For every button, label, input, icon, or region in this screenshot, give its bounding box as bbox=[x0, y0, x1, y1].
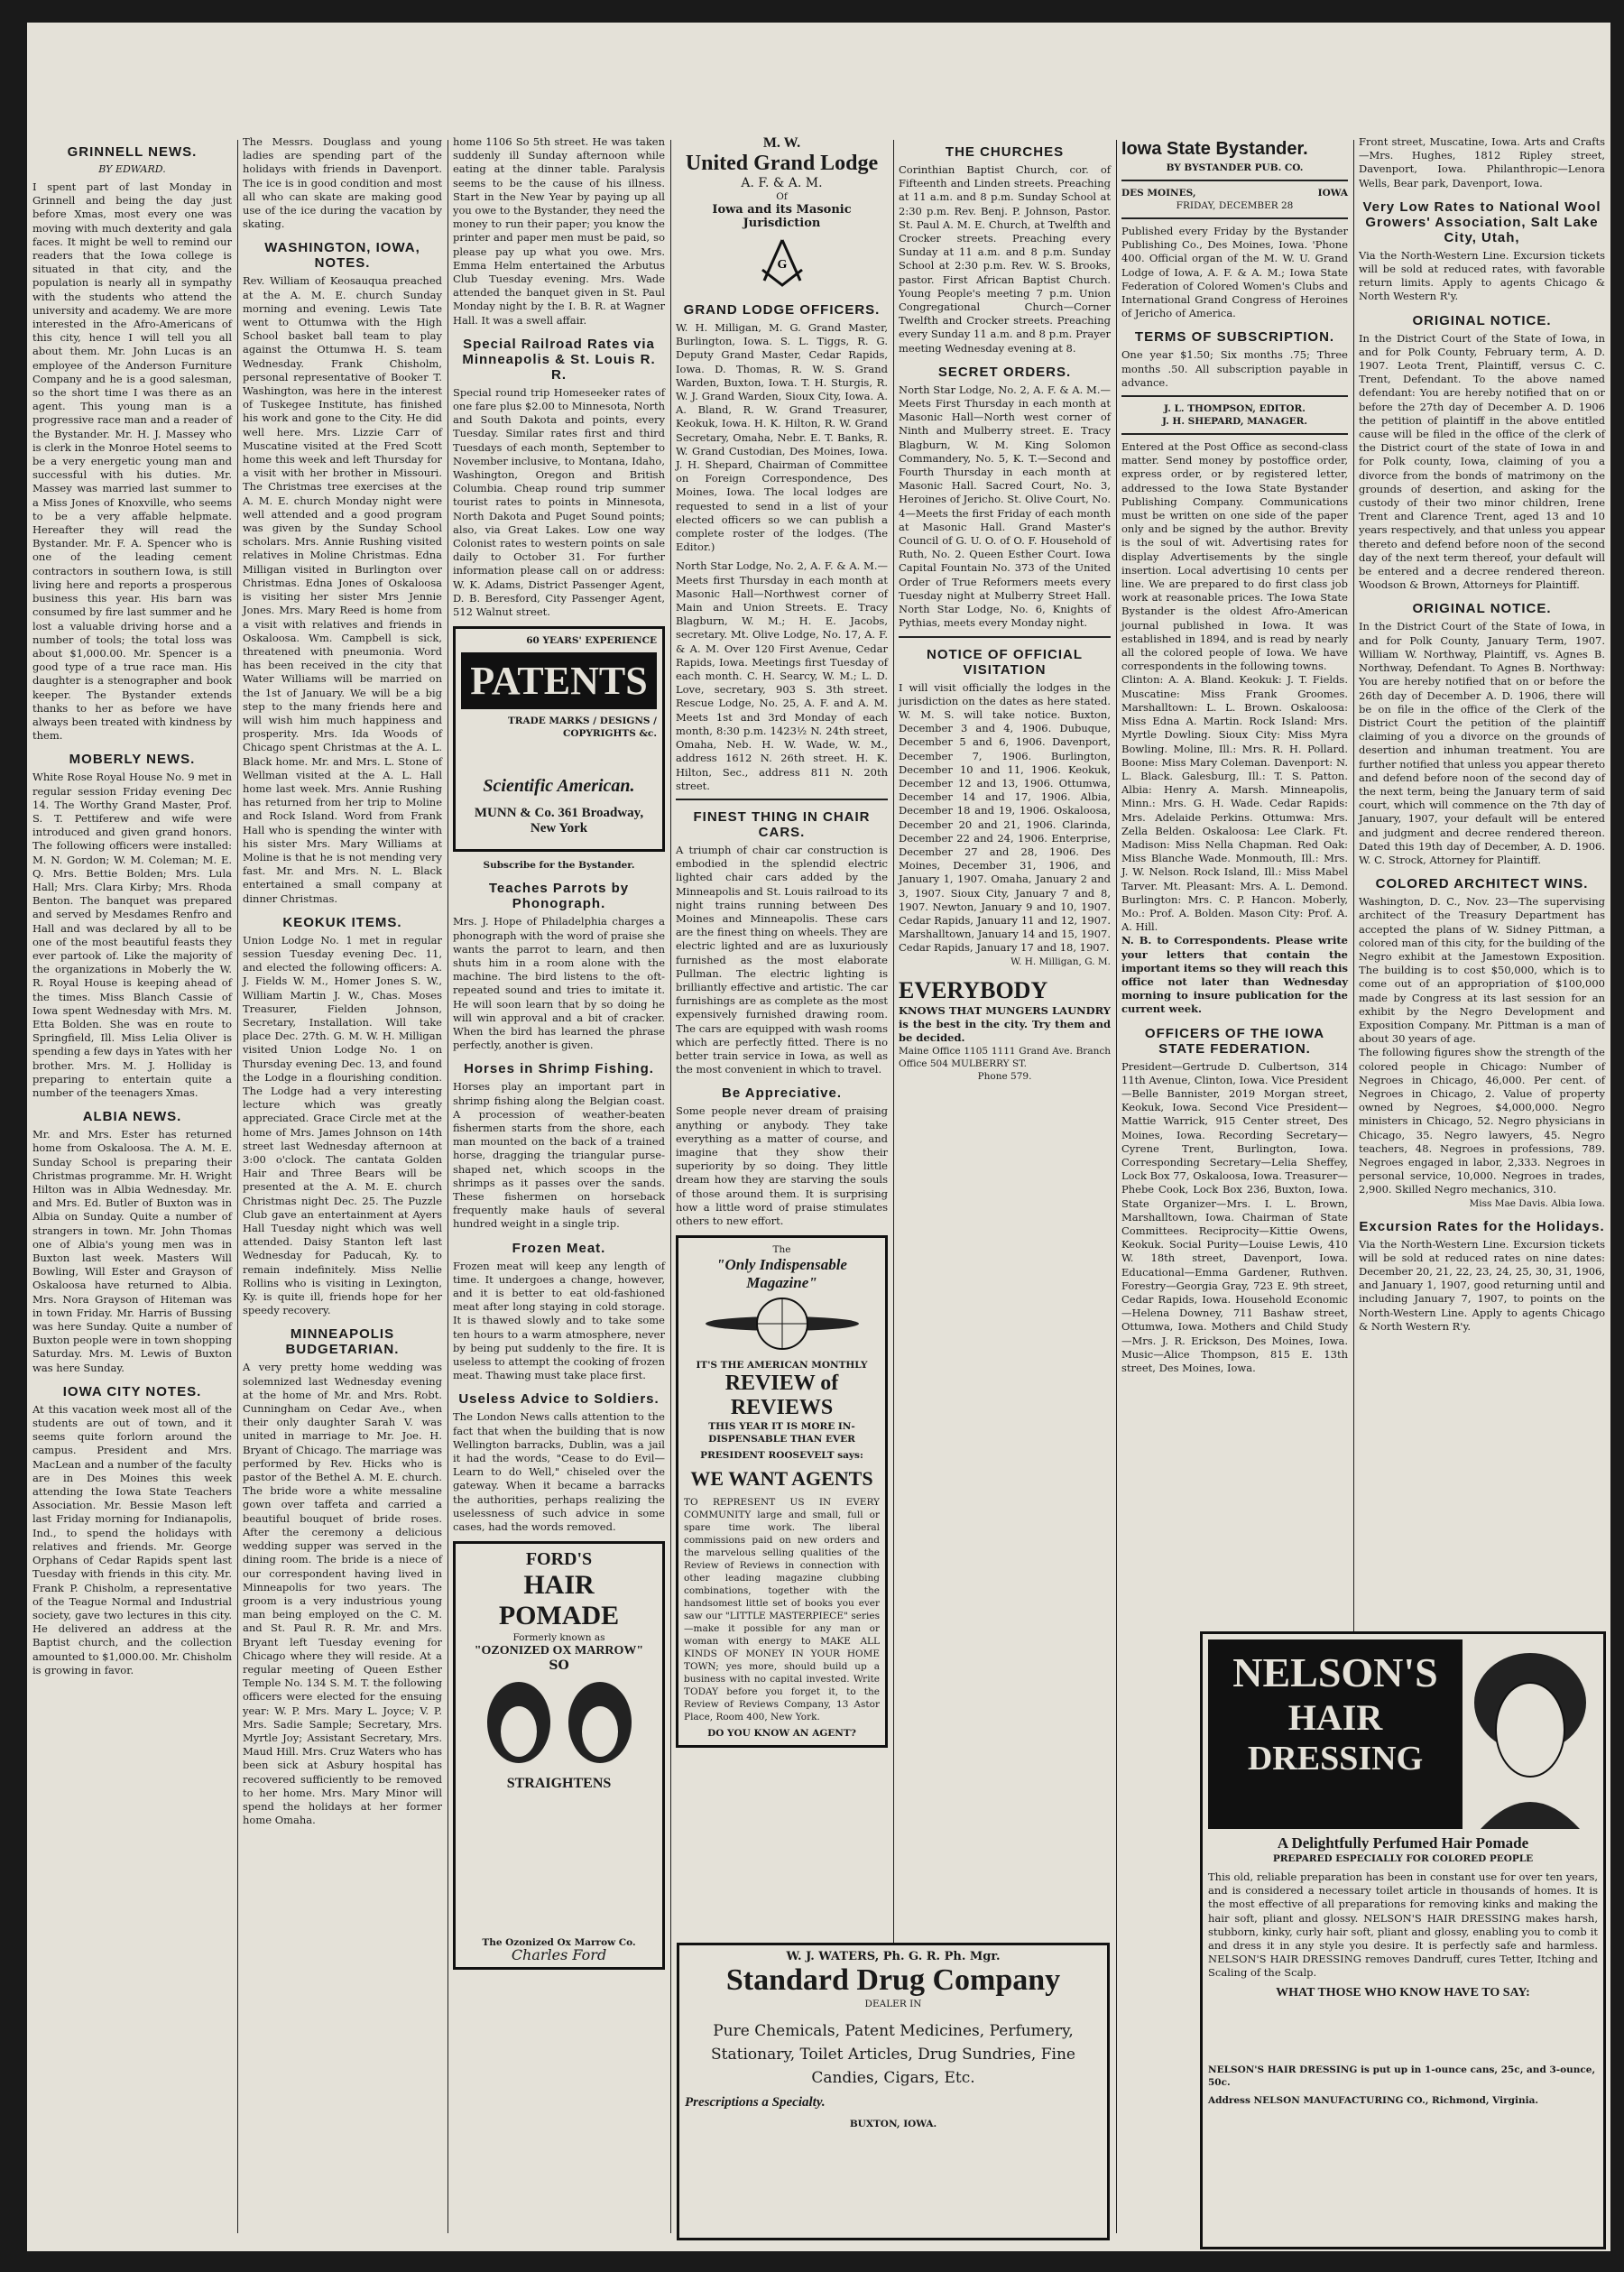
federation-text: President—Gertrude D. Culbertson, 314 11th Avenue, Clinton, Iowa. Vice President—Belle Bannister, 2019 Morgan street, Keokuk, Iowa. Second Vice President—Mattie Warrick, 915 Center street, Des Moines, Iowa. Recording Secretary—Cyrene Trent, Burlington, Iowa. Corresponding Secretary—Lelia Sheffey, Lock Box 77, Oskaloosa, Iowa. Treasurer—Phebe Cook, Lock Box 236, Buxton, Iowa. State Organizer—Mrs. I. L. Brown, Marshalltown, Iowa. Chairman of State Committees. Reciprocity—Kittie Owens, Keokuk. Social Purity—Louise Lewis, 410 W. 18th street, Davenport, Iowa. Educational—Emma Gardener, Ruthven. Forestry—Georgia Gray, 723 E. 9th street, Cedar Rapids, Iowa. Household Economic—Helena Downey, 711 Bashaw street, Ottumwa, Iowa. Mothers and Child Study—Mrs. J. R. Erickson, Des Moines, Iowa. Music—Alice Thompson, 815 E. 13th street, Des Moines, Iowa. bbox=[1121, 1059, 1348, 1375]
review-american: IT'S THE AMERICAN MONTHLY bbox=[696, 1360, 868, 1372]
patents-munn: MUNN & Co. 361 Broadway, New York bbox=[474, 806, 644, 836]
drug-prescriptions: Prescriptions a Specialty. bbox=[685, 2095, 826, 2110]
parrots-heading: Teaches Parrots by Phonograph. bbox=[488, 881, 630, 912]
rates-heading: Special Railroad Rates via Minneapolis & St. Louis R. R. bbox=[462, 336, 656, 383]
pomade-signature: Charles Ford bbox=[511, 1946, 607, 1964]
review-president: PRESIDENT ROOSEVELT says: bbox=[700, 1450, 863, 1462]
original1-heading: ORIGINAL NOTICE. bbox=[1412, 312, 1552, 328]
drug-location: BUXTON, IOWA. bbox=[849, 2119, 937, 2129]
excursion1-heading: Very Low Rates to National Wool Growers' Association, Salt Lake City, Utah, bbox=[1362, 199, 1601, 245]
patents-years: 60 YEARS' EXPERIENCE bbox=[526, 635, 657, 647]
info-text: Entered at the Post Office as second-class matter. Send money by postoffice order, express order, or by registered letter, addressed to the Iowa State Bystander Publishing Company. Communications must be written on one side of the paper only and be signed by the author. Brevity is the soul of wit. Advertising rates for display Advertisements by the single insertion. Local advertising 10 cents per line. We are prepared to do first class job work at reasonable prices. The Iowa State Bystander is the oldest Afro-American journal published in Iowa. It was established in 1894, and is read by nearly all the colored people of Iowa. We have correspondents in the following towns. bbox=[1121, 440, 1348, 673]
keokuk-text: Union Lodge No. 1 met in regular session Tuesday evening Dec. 11, and elected the following officers: A. J. Fields W. M., Homer Jones S. W., William Martin J. W., Chas. Moses Treasurer, Fielden Johnson, Secretary, Installation. Will take place Dec. 27th. G. M. W. H. Milligan visited Union Lodge No. 1 on Thursday evening Dec. 13, and found the Lodge in a flourishing condition. The Lodge had a very interesting lecture which was greatly appreciated. Grace Circle met at the home of Mrs. James Johnson on 14th street last Wednesday afternoon at 3:00 o'clock. The cantata Golden Hair and Three Bears will be presented at the A. M. E. church Christmas night Dec. 25. The Puzzle Club gave an entertainment at Ayers Hall Tuesday night which was well attended. Daisy Stanton left last Wednesday for Paducah, Ky. to remain indefinitely. Miss Nellie Rollins who is visiting in Lexington, Ky. is quite ill, friends hope for her speedy recovery. bbox=[243, 933, 442, 1317]
masthead-publisher: BY BYSTANDER PUB. CO. bbox=[1166, 162, 1304, 173]
pomade-ozonized: "OZONIZED OX MARROW" bbox=[474, 1644, 644, 1658]
column-2 bbox=[237, 23, 448, 2251]
masthead-date: FRIDAY, DECEMBER 28 bbox=[1176, 200, 1294, 211]
nelson-delightful: A Delightfully Perfumed Hair Pomade bbox=[1277, 1834, 1529, 1852]
masonic-emblem-icon bbox=[755, 236, 809, 290]
pomade-title: HAIR POMADE bbox=[498, 1570, 620, 1631]
iowacity-heading: IOWA CITY NOTES. bbox=[62, 1383, 202, 1399]
albia-heading: ALBIA NEWS. bbox=[82, 1109, 182, 1125]
notice-sign: W. H. Milligan, G. M. bbox=[1010, 956, 1111, 967]
pomade-straightens: STRAIGHTENS bbox=[506, 1776, 612, 1792]
albia-text: Mr. and Mrs. Ester has returned home from Oskaloosa. The A. M. E. Sunday School is preparing their Christmas programme. Mr. H. Wright Hilton was in Albia Wednesday. Mr. and Mrs. Ed. Butler of Buxton was in Albia on Sunday. Quite a number of strangers in town. Mr. John Thomas one of Albia's young men was in Buxton last week. Masters Will Bowling, Will Ester and Grayson of Oskaloosa have returned to Albia. Mrs. Nora Grayson of Hiteman was in town Friday. Mr. Harris of Bussing was here Sunday. Quite a number of Buxton people were in town shopping Saturday. Mrs. M. Lewis of Buxton was here Sunday. bbox=[32, 1128, 232, 1374]
col7-top-text: Front street, Muscatine, Iowa. Arts and Crafts—Mrs. Hughes, 1812 Ripley street, Davenport, Iowa. Philanthropic—Lenora Wells, Bear park, Davenport, Iowa. bbox=[1359, 135, 1605, 189]
frozen-heading: Frozen Meat. bbox=[512, 1240, 606, 1256]
lodge-list-text: North Star Lodge, No. 2, A. F. & A. M.—Meets first Thursday in each month at Masonic Hall—Northwest corner of Main and Union Streets. E. Tracy Blagburn, W. M.; H. E. Jacobs, secretary. Mt. Olive Lodge, No. 17, A. F. & A. M. Over 120 First Avenue, Cedar Rapids, Iowa. Meetings first Tuesday of each month. C. H. Searcy, W. M.; L. D. Love, secretary, 903 S. 3th street. Rescue Lodge, No. 25, A. F. and A. M. Meets 1st and 3rd Monday of each month, 8:30 p.m. 1423½ N. 24th street, Omaha, Neb. H. W. Wade, W. M., address 1612 N. 26th street. H. K. Hilton, Sec., address 811 N. 20th street. bbox=[676, 559, 888, 792]
drug-dealer: DEALER IN bbox=[864, 1999, 922, 2009]
horses-text: Horses play an important part in shrimp fishing along the Belgian coast. A procession of weather-beaten fishermen starts from the shore, each man mounted on the back of a trained horse, dragging the triangular purse-shaped net, which scoops in the shrimps as it passes over the sands. These fishermen on horseback frequently make hauls of several hundred weight in a single trip. bbox=[453, 1080, 665, 1231]
iowacity-text: At this vacation week most all of the students are out of town, and it seems quite forlorn around the campus. President and Mrs. MacLean and a number of the faculty are in Des Moines this week attending the Iowa State Teachers Association. Mr. Bessie Mason left last Friday morning for Indianapolis, Ind., to spend the holidays with relatives and friends. Mr. George Orphans of Cedar Rapids spent last Tuesday with friends in this city. Mr. Frank P. Chisholm, a representative of the Teague Normal and Industrial society, gave two lectures in this city. He delivered an address at the Baptist church, and the collection amounted to $1,000.00. Mr. Chisholm is growing in favor. bbox=[32, 1402, 232, 1676]
secret-text: North Star Lodge, No. 2, A. F. & A. M.—Meets First Thursday in each month at Masonic Hall—North west corner of Ninth and Mulberry street. E. Tracy Blagburn, W. M. King Solomon Commandery, No. 5, K. T.—Second and Fourth Thursday in each month at Masonic Hall. Sacred Court, No. 3, Heroines of Jericho. St. Olive Court, No. 4—Meets the first Friday of each month at Masonic Hall. Grand Master's Council of G. U. O. of O. F. Household of Ruth, No. 2. Queen Esther Court. Iowa Capital Fountain No. 373 of the United Order of True Reformers meets every Tuesday night at Mulberry Street Hall. North Star Lodge, No. 6, Knights of Pythias, meets every Monday night. bbox=[899, 383, 1111, 630]
pomade-ad bbox=[453, 1541, 665, 1970]
pomade-portraits-image bbox=[469, 1673, 650, 1772]
moberly-heading: MOBERLY NEWS. bbox=[69, 752, 196, 768]
editor-line: J. L. THOMPSON, EDITOR. bbox=[1164, 403, 1306, 415]
notice-heading: NOTICE OF OFFICIAL VISITATION bbox=[927, 646, 1083, 678]
lodge-afam: A. F. & A. M. bbox=[741, 176, 823, 190]
lodge-officers-heading: GRAND LODGE OFFICERS. bbox=[683, 302, 881, 318]
washington-heading: WASHINGTON, IOWA, NOTES. bbox=[264, 240, 420, 272]
nelson-address: Address NELSON MANUFACTURING CO., Richmond, Virginia. bbox=[1208, 2094, 1539, 2106]
appreciative-heading: Be Appreciative. bbox=[722, 1085, 842, 1102]
appreciative-text: Some people never dream of praising anything or anybody. They take everything as a matter of course, and imagine that they show their superiority by so doing. They little dream how they are starving the souls of those around them. It is surprising how a little word of praise stimulates others to new effort. bbox=[676, 1104, 888, 1227]
nelson-dressing: DRESSING bbox=[1247, 1740, 1424, 1778]
frozen-text: Frozen meat will keep any length of time. It undergoes a change, however, and it is better to eat old-fashioned meat after long staying in cold storage. It is thawed slowly and to take some ten hours to a warm atmosphere, never by being put suddenly to the fire. It is useless to attempt the cooking of frozen meat. Thawing must take place first. bbox=[453, 1259, 665, 1382]
nelson-title: NELSON'S bbox=[1232, 1649, 1438, 1695]
review-the: The bbox=[772, 1244, 791, 1256]
masthead-place: DES MOINES, bbox=[1121, 188, 1196, 199]
moberly-text: White Rose Royal House No. 9 met in regular session Friday evening Dec 14. The Worthy Grand Master, Prof. S. T. Pettiferew and wife were introduced and given grand honors. The following officers were installed: M. N. Gordon; W. M. Coleman; M. E. Q. Mrs. Bettie Bolden; Mrs. Lula Hall; Mrs. Clara Kirby; Mrs. Rhoda Benton. The banquet was prepared and served by Mesdames Renfro and Hall and was declared by all to be one of the most beautiful feasts they ever partook of. Like the majority of the organizations in Moberly the W. R. Royal House is keeping ahead of the times. Miss Blanch Cassie of Iowa spent Wednesday with Mrs. M. Etta Bolden. She was en route to Springfield, Ill. Miss Lelia Oliver is spending a few days in Yates with her brother. Mrs. M. J. Holliday is preparing to entertain quite a number of the teenagers Xmas. bbox=[32, 771, 232, 1099]
manager-line: J. H. SHEPARD, MANAGER. bbox=[1161, 416, 1308, 428]
soldiers-heading: Useless Advice to Soldiers. bbox=[458, 1391, 660, 1408]
parrots-text: Mrs. J. Hope of Philadelphia charges a phonograph with the word of praise she wants the parrot to learn, and then shuts him in a room alone with the machine. The bird listens to the oft-repeated sound and tries to imitate it. He will soon learn that by so doing he will win approval and a bit of cracker. When the bird has learned the phrase perfectly, another is given. bbox=[453, 915, 665, 1052]
excursion2-text: Via the North-Western Line. Excursion tickets will be sold at reduced rates on nine dates: December 20, 21, 22, 23, 24, 25, 30, 31, 1906, and January 1, 1907, good returning until and including January 7, 1907, to points on the North-Western Line. Apply to agents Chicago & North Western R'y. bbox=[1359, 1237, 1605, 1333]
churches-text: Corinthian Baptist Church, cor. of Fifteenth and Linden streets. Preaching at 11 a.m. and 8 p.m. Sunday School at 2:30 p.m. Rev. Benj. P. Johnson, Pastor. St. Paul A. M. E. Church, at Twelfth and Crocker streets. Preaching every Sunday at 11 a.m. and 8 p.m. Sunday School at 2:30 p.m. Rev. W. S. Brooks, pastor. First African Baptist Church. Young People's meeting 7 p.m. Union Congregational Church—Corner Twelfth and Crocker streets. Preaching every Sunday 11 a.m. and 8 p.m. Prayer meeting Wednesday evening at 8. bbox=[899, 163, 1111, 355]
secret-heading: SECRET ORDERS. bbox=[937, 364, 1072, 380]
nelson-header bbox=[1208, 1639, 1598, 1829]
chaircars-heading: FINEST THING IN CHAIR CARS. bbox=[693, 808, 871, 840]
review-doyouknow: DO YOU KNOW AN AGENT? bbox=[707, 1728, 856, 1740]
subscribe-line: Subscribe for the Bystander. bbox=[483, 860, 635, 872]
excursion1-text: Via the North-Western Line. Excursion tickets will be sold at reduced rates, with favorable return limits. Apply to agents Chicago & North Western R'y. bbox=[1359, 248, 1605, 303]
strength-sign: Miss Mae Davis. Albia Iowa. bbox=[1469, 1197, 1605, 1209]
pomade-company: The Ozonized Ox Marrow Co. bbox=[482, 1937, 636, 1949]
newspaper-page bbox=[27, 23, 1610, 2251]
terms-heading: TERMS OF SUBSCRIPTION. bbox=[1134, 329, 1335, 346]
column-4 bbox=[670, 23, 893, 2251]
nelson-title-box bbox=[1208, 1639, 1463, 1829]
rates-text: Special round trip Homeseeker rates of one fare plus $2.00 to Minnesota, North and South Dakota and points, every Tuesday. Similar rates first and third Tuesdays of each month, September to November inclusive, to Montana, Idaho, Washington, Oregon and British Columbia. Cheap round trip summer tourist rates to points in Minnesota, North Dakota and Puget Sound points; also, via Great Lakes. Low one way Colonist rates to western points on sale daily to October 31. For further information please call on or address: W. K. Adams, District Passenger Agent, D. B. Beresford, City Passenger Agent, 512 Walnut street. bbox=[453, 385, 665, 619]
agents-text: Clinton: A. A. Bland. Keokuk: J. T. Fields. Muscatine: Miss Frank Groomes. Marshalltown: L. L. Brown. Oskaloosa: Miss Edna A. Martin. Rock Island: Mrs. Myrtle Dowling. Sioux City: Miss Myra Bowling. Moline, Ill.: Mrs. R. H. Pollard. Boone: Miss Mary Coleman. Davenport: N. L. Black. Galesburg, Ill.: T. S. Patton. Albia: Henry A. Marsh. Minneapolis, Minn.: Mrs. G. H. Wade. Cedar Rapids: Mrs. Adelaide Perkins. Ottumwa: Mrs. Zella Belden. Oskaloosa: Lee Clark. Ft. Madison: Miss Nella Chapman. Red Oak: Miss Blanche Wade. Monmouth, Ill.: Mrs. J. W. Nelson. Rock Island, Ill.: Miss Mabel Tarver. Mt. Pleasant: Mrs. A. L. Demond. Burlington: Mrs. C. P. Hancon. Moberly, Mo.: Prof. A. Bolden. Mason City: Prof. A. A. Hill. bbox=[1121, 673, 1348, 934]
strength-text: The following figures show the strength of the colored people in Chicago: Number of Negroes in Chicago, 46,000. Per cent. of Negroes in Chicago, 2. Value of property owned by Negroes, $4,000,000. Negro ministers in Chicago, 52. Negro physicians in Chicago, 35. Negro lawyers, 45. Negro teachers, 48. Negroes in professions, 789. Negroes engaged in labor, 2,333. Negroes in personal service, 10,000. Negroes in trades, 2,900. Skilled Negro mechanics, 310. bbox=[1359, 1046, 1605, 1196]
soldiers-text: The London News calls attention to the fact that when the building that is now Wellington barracks, Dublin, was a jail it had the words, "Cease to do Evil—Learn to do Well," chiseled over the gateway. When it became a barracks the authorities, perhaps realizing the uselessness of such advice in some cases, had the words removed. bbox=[453, 1410, 665, 1534]
drug-ad bbox=[677, 1943, 1110, 2240]
federation-heading: OFFICERS OF THE IOWA STATE FEDERATION. bbox=[1144, 1025, 1325, 1057]
original2-text: In the District Court of the State of Iowa, in and for Polk County, January Term, 1907. William W. Northway, Plaintiff, vs. Agnes B. Northway, Defendant. To Agnes B. Northway: You are hereby notified that on or before the 26th day of December A. D. 1906, there will be on file in the office of the Clerk of the District Court the petition of the plaintiff claiming of you a divorce on the grounds of desertion and inhuman treatment. You are further notified that unless you appear thereto and defend before noon of the second day of the next term, being the January term of said court, which will commence on the 7th day of January, 1907, your default will be entered and judgment and decree rendered thereon. Dated this 19th day of December, A. D. 1906. W. C. Strock, Attorney for Plaintiff. bbox=[1359, 620, 1605, 866]
everybody-title: EVERYBODY bbox=[899, 976, 1048, 1003]
column-1 bbox=[27, 23, 237, 2251]
patents-marks: TRADE MARKS / DESIGNS / COPYRIGHTS &c. bbox=[507, 716, 657, 740]
review-thisyear: THIS YEAR IT IS MORE IN-DISPENSABLE THAN EVER bbox=[708, 1421, 855, 1445]
pomade-so: SO bbox=[549, 1658, 569, 1674]
washington-text: Rev. William of Keosauqua preached at the A. M. E. church Sunday morning and evening. Lewis Tate went to Ottumwa with the High School basket ball team to play against the Ottumwa H. S. team Wednesday. Frank Chisholm, personal representative of Booker T. Washington, was here in the interest of Tuskegee Institute, has finished his work and gone to the City. He did well here. Mrs. Lizzie Carr of Muscatine visited at the Fred Scott home this week and left Thursday for a visit with her brother in Missouri. The Christmas tree exercises at the A. M. E. church Monday night were well attended and a good program was given by the Sunday School scholars. Mrs. Annie Rushing visited relatives in Moline Christmas. Edna Milligan visited in Burlington over Christmas. Edna Jones of Oskaloosa is visiting her sister Mrs Jennie Jones. Mrs. Mary Reed is home from a visit with relatives and friends in Oskaloosa. Wm. Campbell is sick, threatened with pneumonia. Word has been received in the city that Water Williams will be married on the 1st of January. We will be a big step to the many friends here and will wish him much happiness and prosperity. Mrs. Ida Woods of Chicago spent Christmas at the A. L. Black home. Mr. and Mrs. L. Stone of Wellman visited at the A. L. Hall home last week. Mrs. Annie Rushing has returned from her trip to Moline and Rock Island. Word from Frank Hall who is spending the winter with his sister Mrs. Mary Williams at Moline is that he is not mending very fast. Mr. and Mrs. N. L. Black entertained a small company at dinner Christmas. bbox=[243, 274, 442, 905]
patents-sci: Scientific American. bbox=[483, 776, 635, 797]
drug-owner: W. J. WATERS, Ph. G. R. Ph. Mgr. bbox=[786, 1950, 1001, 1963]
pomade-ford: FORD'S bbox=[525, 1549, 593, 1570]
col3-top-text: home 1106 So 5th street. He was taken suddenly ill Sunday afternoon while eating at the dinner table. Paralysis seems to be the cause of his illness. Start in the New Year by paying up all you owe to the Bystander, they need the money to run their paper; you know the printer and paper men must be paid, so please pay up what you owe. Mrs. Emma Helm entertained the Arbutus Club Tuesday evening. Mrs. Wade attended the banquet given in St. Paul Monday night by the I. B. R. at Wagner Hall. It was a swell affair. bbox=[453, 135, 665, 327]
grinnell-heading: GRINNELL NEWS. bbox=[67, 144, 198, 160]
nelson-text: This old, reliable preparation has been in constant use for over ten years, and is considered a necessary toilet article in thousands of homes. It is the most effective of all preparations for removing kinks and making the hair soft, pliant and glossy. NELSON'S HAIR DRESSING makes harsh, stubborn, kinky, curly hair soft, pliant and glossy, enabling you to comb it and dress it in any style you desire. It is perfectly safe and harmless. NELSON'S HAIR DRESSING removes Dandruff, cures Tetter, Itching and Scaling of the Scalp. bbox=[1208, 1870, 1598, 1980]
terms-text: One year $1.50; Six months .75; Three months .50. All subscription payable in advance. bbox=[1121, 348, 1348, 389]
chaircars-text: A triumph of chair car construction is embodied in the splendid electric lighted chair cars added by the Minneapolis and St. Louis railroad to its night trains running between Des Moines and Minneapolis. These cars are the finest thing on wheels. They are electric lighted and are as luxuriously furnished as the most elaborate Pullman. The electric lighting is brilliantly effective and artistic. The car furnishings are as complete as the most expensively furnished drawing room. The cars are equipped with wash rooms which are perfectly fitted. There is no better train service in Iowa, as well as the most convenient in which to travel. bbox=[676, 843, 888, 1076]
original1-text: In the District Court of the State of Iowa, in and for Polk County, February term, A. D. 1907. Leota Trent, Plaintiff, versus C. C. Trent, Defendant. To the above named defendant: You are hereby notified that on or before the 27th day of December A. D. 1906 the petition of plaintiff in the above entitled cause will be filed in the office of the clerk of the District court of the state of Iowa in and for Polk county, Iowa, claiming of you a divorce from the bonds of matrimony on the grounds of desertion, and asking for the custody of their two minor children, Irene Trent and Clarence Trent, aged 13 and 10 years respectively, and that unless you appear thereto and defend before noon of the second day of the next term thereof, your default will be entered and a decree rendered thereon. Woodson & Brown, Attorneys for Plaintiff. bbox=[1359, 331, 1605, 592]
svg-text:G: G bbox=[777, 258, 787, 272]
pomade-formerly: Formerly known as bbox=[512, 1632, 605, 1644]
architect-heading: COLORED ARCHITECT WINS. bbox=[1375, 876, 1589, 892]
patents-title: PATENTS bbox=[461, 652, 657, 709]
lodge-officers-text: W. H. Milligan, M. G. Grand Master, Burlington, Iowa. S. L. Tiggs, R. G. Deputy Grand Master, Cedar Rapids, Iowa. D. Thomas, R. W. S. Grand Warden, Buxton, Iowa. T. H. Sturgis, R. W. J. Grand Warden, Sioux City, Iowa. A. A. Bland, R. W. Grand Treasurer, Keokuk, Iowa. H. K. Hilton, R. W. Grand Secretary, Omaha, Nebr. E. T. Banks, R. W. Grand Custodian, Des Moines, Iowa. J. H. Shepard, Chairman of Committee on Foreign Correspondence, Des Moines, Iowa. The local lodges are requested to send in a list of your elected officers so we can publish a complete roster of the lodges. (The Editor.) bbox=[676, 321, 888, 554]
masthead-place-row bbox=[1121, 187, 1348, 199]
patents-ad bbox=[453, 626, 665, 852]
churches-heading: THE CHURCHES bbox=[945, 144, 1065, 160]
masthead-state: IOWA bbox=[1317, 188, 1348, 199]
grinnell-byline: BY EDWARD. bbox=[98, 163, 166, 175]
lodge-of: Of bbox=[776, 191, 788, 202]
correspondents-text: N. B. to Correspondents. Please write your letters that contain the important items so they will reach this office not later than Wednesday morning to insure publication for the current week. bbox=[1121, 934, 1348, 1016]
nelson-woman-portrait-image bbox=[1463, 1639, 1598, 1829]
review-indispensable: "Only Indispensable Magazine" bbox=[716, 1256, 847, 1292]
review-wewant: WE WANT AGENTS bbox=[690, 1467, 873, 1491]
excursion2-heading: Excursion Rates for the Holidays. bbox=[1359, 1218, 1605, 1234]
globe-icon bbox=[701, 1292, 863, 1355]
everybody-text: KNOWS THAT MUNGERS LAUNDRY is the best in the city. Try them and be decided. bbox=[899, 1003, 1111, 1044]
review-title: REVIEW of REVIEWS bbox=[724, 1372, 839, 1420]
review-ad bbox=[676, 1235, 888, 1748]
nelson-hair: HAIR bbox=[1287, 1697, 1383, 1738]
nelson-put: NELSON'S HAIR DRESSING is put up in 1-ounce cans, 25c, and 3-ounce, 50c. bbox=[1208, 2064, 1596, 2088]
column-5 bbox=[893, 23, 1116, 2251]
lodge-jurisdiction: Iowa and its Masonic Jurisdiction bbox=[712, 203, 852, 230]
nelson-ad bbox=[1200, 1631, 1606, 2249]
drug-title: Standard Drug Company bbox=[725, 1963, 1061, 1997]
everybody-phone: Phone 579. bbox=[977, 1071, 1032, 1083]
keokuk-heading: KEOKUK ITEMS. bbox=[282, 914, 402, 930]
masthead: Iowa State Bystander. bbox=[1121, 139, 1308, 159]
notice-text: I will visit officially the lodges in the jurisdiction on the dates as here stated. W. M. S. will take notice. Buxton, December 3 and 4, 1906. Dubuque, December 5 and 6, 1906. Davenport, December 7, 1906. Burlington, December 10 and 11, 1906. Keokuk, December 12 and 13, 1906. Ottumwa, December 14 and 17, 1906. Albia, December 18 and 19, 1906. Oskaloosa, December 20 and 21, 1906. Clarinda, December 22 and 24, 1906. Enterprise, December 27 and 28, 1906. Des Moines, December 31, 1906, and January 1, 1907. Omaha, January 2 and 3, 1907. Sioux City, January 7 and 8, 1907. Newton, January 9 and 10, 1907. Cedar Rapids, January 11 and 12, 1907. Marshalltown, January 14 and 15, 1907. Cedar Rapids, January 17 and 18, 1907. bbox=[899, 680, 1111, 955]
col2-top-text: The Messrs. Douglass and young ladies are spending part of the holidays with friends in Davenport. The ice is in good condition and most all who can skate are making good use of the ice during the vacation by skating. bbox=[243, 135, 442, 231]
nelson-prepared: PREPARED ESPECIALLY FOR COLORED PEOPLE bbox=[1272, 1853, 1534, 1864]
nelson-say: WHAT THOSE WHO KNOW HAVE TO SAY: bbox=[1276, 1985, 1530, 2000]
minneapolis-text: A very pretty home wedding was solemnized last Wednesday evening at the home of Mr. and Mrs. Robt. Cunningham on Cedar Ave., when their only daughter Sarah V. was united in marriage to Mr. Joe. H. Bryant of Chicago. The marriage was performed by Rev. Hicks who is pastor of the Bethel A. M. E. church. The bride wore a white messaline gown over taffeta and carried a beautiful bouquet of bride roses. After the ceremony a delicious wedding supper was served in the dining room. The bride is a niece of our correspondent having lived in Minneapolis for two years. The groom is a very industrious young man being employed on the C. M. and St. Paul R. R. Mr. and Mrs. Bryant left Tuesday evening for Chicago where they will reside. At a regular meeting of Queen Esther Temple No. 134 S. M. T. the following officers were elected for the ensuing year: W. P. Mrs. Mary L. Joyce; V. P. Mrs. Sadie Sample; Secretary, Mrs. Myrtle Joy; Assistant Secretary, Mrs. Maud Hill. Mrs. Cruz Waters who has been sick at Asbury hospital has recovered sufficiently to be removed to her home. Mrs. Mary Minor will spend the holidays at her former home Omaha. bbox=[243, 1361, 442, 1827]
drug-items: Pure Chemicals, Patent Medicines, Perfumery, Stationary, Toilet Articles, Drug Sundries, Fine Candies, Cigars, Etc. bbox=[711, 2022, 1075, 2087]
grinnell-text: I spent part of last Monday in Grinnell and being the day just before Xmas, most every one was moving with much dexterity and gala faces. It might be well to remind our readers that the Iowa college is situated in that city, and the population is nearly all in sympathy with the students who attend the university and academy. We are more interested in the Afro-Americans of this city, hence I will tell you all about them. Mr. John Lucas is an employee of the Anderson Furniture Company and he is a good salesman, so the short time I was there as an agent. This young man is a progressive race man and a reader of the Bystander. Mr. H. J. Massey who is clerk in the Monroe Hotel seems to be a very energetic young man and successful with his duties. Mr. Massey was married last summer to a Miss Jones of Knoxville, who seems to be a very affable helpmate. Hereafter they will read the Bystander. Mr. F. A. Spencer who is one of the leading cement contractors in southern Iowa, is still living here and reports a prosperous business this year. His barn was consumed by fire last summer and he lost a valuable driving horse and a number of tools; the total loss was about $1,000.00. Mr. Spencer is a good type of a true race man. His daughter is a stenographer and book keeper. The Bystander extends thanks to her as before we have always been treated with kindness by them. bbox=[32, 180, 232, 743]
everybody-addr: Maine Office 1105 1111 Grand Ave. Branch Office 504 MULBERRY ST. bbox=[899, 1046, 1111, 1070]
lodge-title: United Grand Lodge bbox=[685, 152, 879, 175]
minneapolis-heading: MINNEAPOLIS BUDGETARIAN. bbox=[285, 1326, 400, 1358]
masthead-intro: Published every Friday by the Bystander Publishing Co., Des Moines, Iowa. 'Phone 400. Official organ of the M. W. U. Grand Lodge of Iowa, A. F. & A. M.; Iowa State Federation of Colored Women's Clubs and International Grand Congress of Heroines of Jericho of America. bbox=[1121, 225, 1348, 320]
architect-text: Washington, D. C., Nov. 23—The supervising architect of the Treasury Department has accepted the plans of W. Sidney Pittman, a colored man of this city, for the building of the Negro exhibit at the Jamestown Exposition. The building is to cost $50,000, which is to come out of an appropriation of $100,000 made by Congress at its last session for an exhibit by the Negro Development and Exposition Company. Mr. Pittman is a man of about 30 years of age. bbox=[1359, 895, 1605, 1046]
lodge-mw: M. W. bbox=[762, 135, 801, 151]
column-3 bbox=[448, 23, 670, 2251]
review-text: TO REPRESENT US IN EVERY COMMUNITY large and small, full or spare time work. The liberal commissions paid on new orders and the marvelous selling qualities of the Review of Reviews in connection with other leading magazine clubbing combinations, together with the handsomest little set of books you ever saw our "LITTLE MASTERPIECE" series—make it possible for any man or woman with energy to MAKE ALL KINDS OF MONEY IN YOUR HOME TOWN; yes more, should build up a business with no capital invested. Write TODAY before you forget it, to the Review of Reviews Company, 13 Astor Place, Room 400, New York. bbox=[684, 1497, 880, 1723]
original2-heading: ORIGINAL NOTICE. bbox=[1412, 601, 1552, 617]
horses-heading: Horses in Shrimp Fishing. bbox=[464, 1061, 654, 1077]
